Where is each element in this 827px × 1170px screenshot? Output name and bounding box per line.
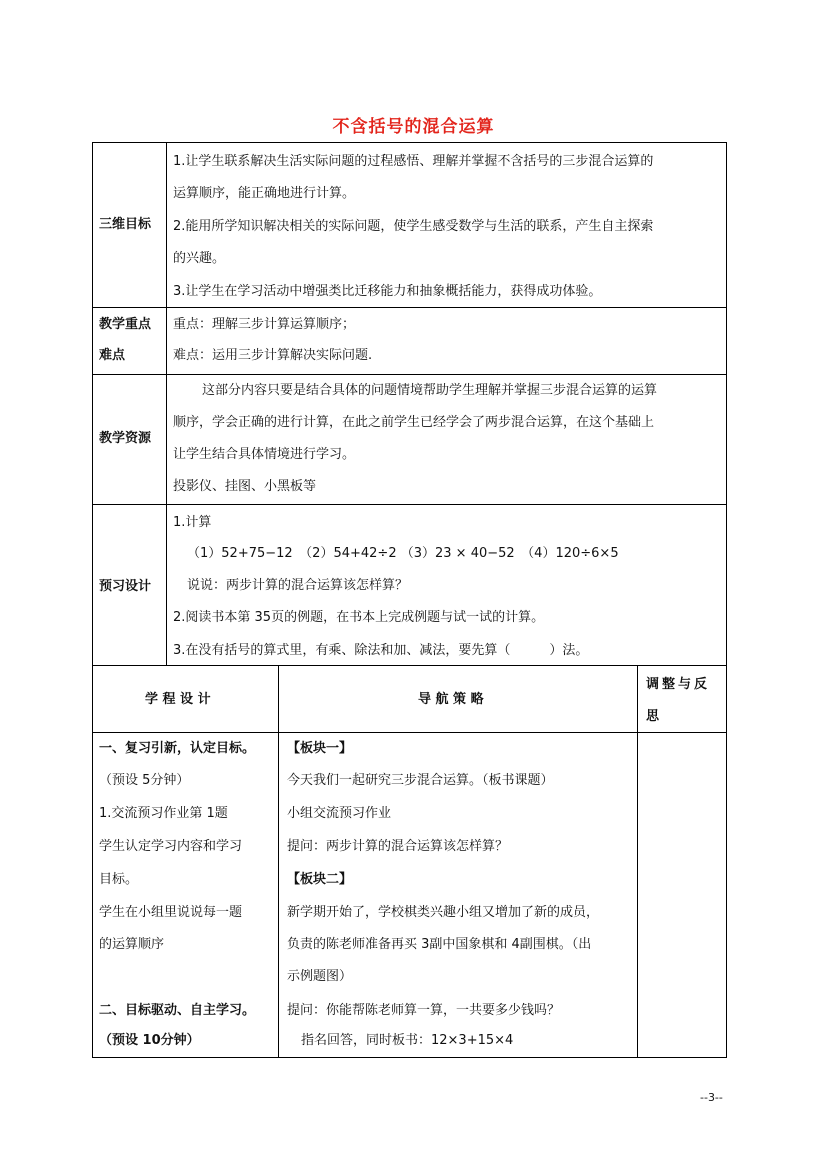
header-strategy: 导 航 策 略 bbox=[418, 692, 484, 707]
process-line-8: 二、目标驱动、自主学习。 bbox=[99, 1003, 256, 1018]
keypoints-label-2: 难点 bbox=[99, 348, 126, 363]
strategy-line-8: 示例题图） bbox=[287, 969, 353, 984]
resources-line-1: 这部分内容只要是结合具体的问题情境帮助学生理解并掌握三步混合运算的运算 bbox=[202, 383, 658, 398]
process-line-2: （预设 5分钟） bbox=[99, 773, 190, 788]
header-adjust-1: 调整与反 bbox=[646, 677, 711, 692]
strategy-line-9: 提问：你能帮陈老师算一算，一共要多少钱吗？ bbox=[287, 1003, 561, 1018]
process-line-7: 的运算顺序 bbox=[99, 937, 165, 952]
keypoints-line-2: 难点：运用三步计算解决实际问题. bbox=[173, 348, 373, 363]
goals-line-3: 2.能用所学知识解决相关的实际问题，使学生感受数学与生活的联系，产生自主探索 bbox=[173, 219, 654, 234]
strategy-line-10: 指名回答，同时板书：12×3+15×4 bbox=[301, 1033, 514, 1048]
preview-line-2: （1）52+75−12 （2）54+42÷2 （3）23 × 40−52 （4）120÷6×5 bbox=[187, 546, 619, 561]
preview-line-1: 1.计算 bbox=[173, 515, 212, 530]
strategy-line-4: 提问：两步计算的混合运算该怎样算？ bbox=[287, 839, 509, 854]
row-divider bbox=[92, 732, 727, 733]
col-divider bbox=[166, 142, 167, 666]
header-adjust-2: 思 bbox=[646, 709, 660, 724]
goals-label: 三维目标 bbox=[99, 217, 152, 232]
table-border-right bbox=[726, 142, 727, 1058]
process-line-3: 1.交流预习作业第 1题 bbox=[99, 806, 228, 821]
row-divider bbox=[92, 665, 727, 666]
goals-line-4: 的兴趣。 bbox=[173, 251, 226, 266]
preview-label: 预习设计 bbox=[99, 579, 152, 594]
preview-line-4: 2.阅读书本第 35页的例题，在书本上完成例题与试一试的计算。 bbox=[173, 610, 545, 625]
preview-line-5: 3.在没有括号的算式里，有乘、除法和加、减法，要先算（ ）法。 bbox=[173, 643, 589, 658]
row-divider bbox=[92, 307, 727, 308]
strategy-line-1: 【板块一】 bbox=[287, 741, 353, 756]
page-number: --3-- bbox=[700, 1091, 723, 1104]
header-process: 学 程 设 计 bbox=[145, 692, 211, 707]
resources-line-3: 让学生结合具体情境进行学习。 bbox=[173, 447, 356, 462]
col-divider bbox=[637, 665, 638, 1058]
keypoints-line-1: 重点：理解三步计算运算顺序； bbox=[173, 317, 356, 332]
page-title: 不含括号的混合运算 bbox=[332, 117, 495, 137]
strategy-line-6: 新学期开始了，学校棋类兴趣小组又增加了新的成员， bbox=[287, 905, 600, 920]
process-line-5: 目标。 bbox=[99, 872, 139, 887]
process-line-4: 学生认定学习内容和学习 bbox=[99, 839, 243, 854]
resources-line-2: 顺序，学会正确的进行计算，在此之前学生已经学会了两步混合运算，在这个基础上 bbox=[173, 415, 655, 430]
table-border-left bbox=[92, 142, 93, 1058]
resources-label: 教学资源 bbox=[99, 431, 152, 446]
goals-line-2: 运算顺序，能正确地进行计算。 bbox=[173, 186, 356, 201]
process-line-1: 一、复习引新，认定目标。 bbox=[99, 741, 256, 756]
table-border-bottom bbox=[92, 1057, 727, 1058]
col-divider bbox=[278, 665, 279, 1058]
strategy-line-7: 负责的陈老师准备再买 3副中国象棋和 4副围棋。（出 bbox=[287, 937, 592, 952]
keypoints-label-1: 教学重点 bbox=[99, 317, 152, 332]
table-border-top bbox=[92, 142, 727, 143]
strategy-line-3: 小组交流预习作业 bbox=[287, 806, 392, 821]
goals-line-1: 1.让学生联系解决生活实际问题的过程感悟、理解并掌握不含括号的三步混合运算的 bbox=[173, 154, 654, 169]
process-line-6: 学生在小组里说说每一题 bbox=[99, 905, 243, 920]
strategy-line-2: 今天我们一起研究三步混合运算。（板书课题） bbox=[287, 773, 554, 788]
preview-line-3: 说说：两步计算的混合运算该怎样算？ bbox=[187, 578, 409, 593]
row-divider bbox=[92, 374, 727, 375]
strategy-line-5: 【板块二】 bbox=[287, 872, 353, 887]
resources-line-4: 投影仪、挂图、小黑板等 bbox=[173, 479, 317, 494]
goals-line-5: 3.让学生在学习活动中增强类比迁移能力和抽象概括能力，获得成功体验。 bbox=[173, 284, 602, 299]
row-divider bbox=[92, 504, 727, 505]
process-line-9: （预设 10分钟） bbox=[99, 1033, 200, 1048]
